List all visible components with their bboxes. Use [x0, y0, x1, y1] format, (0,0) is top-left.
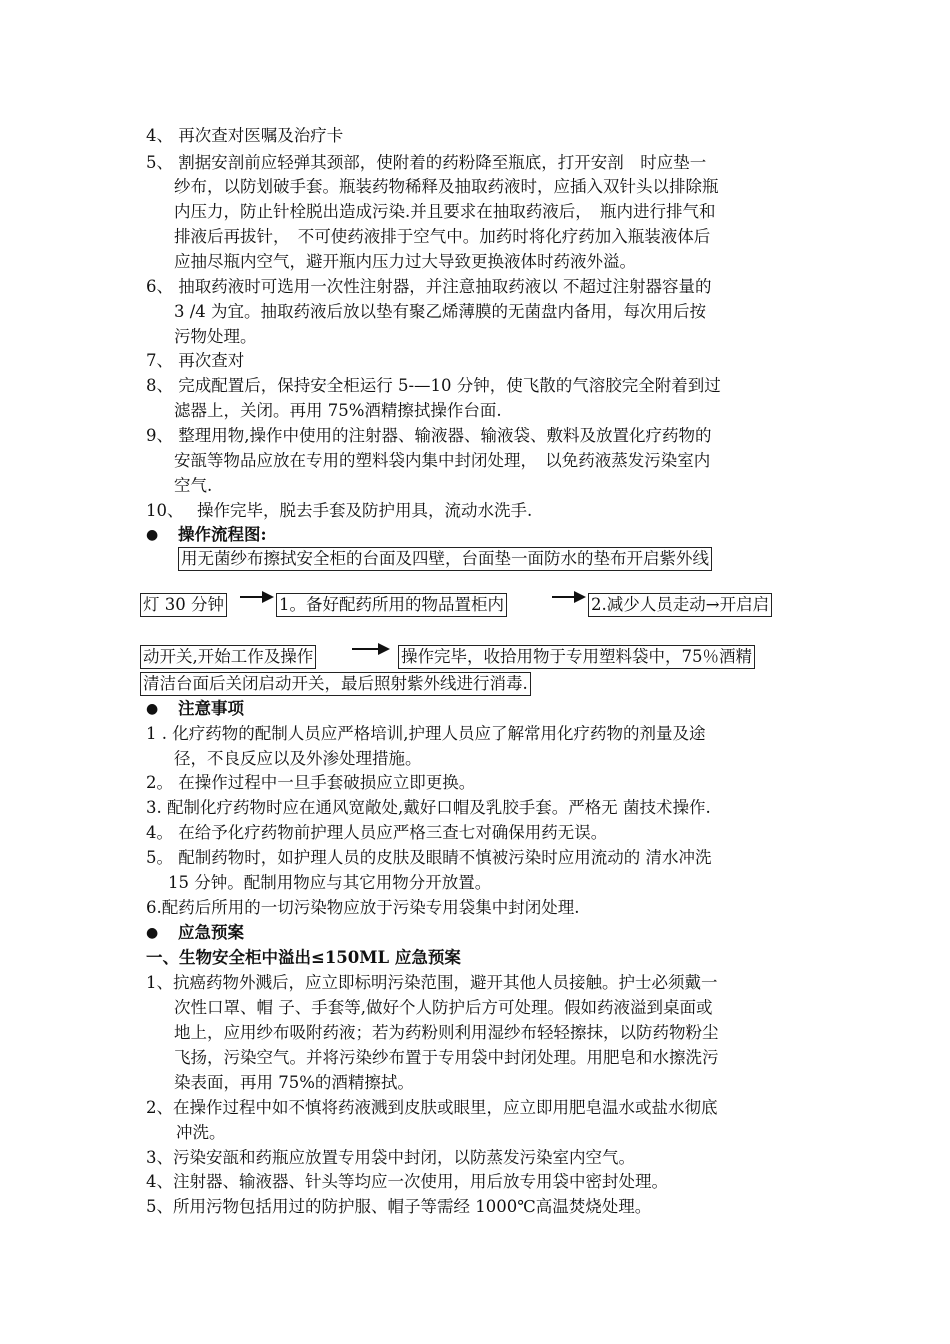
flow-box-2: 灯 30 分钟	[140, 593, 227, 617]
emergency-1-line-5: 染表面，再用 75%的酒精擦拭。	[174, 1073, 414, 1092]
emergency-3: 3、污染安瓿和药瓶应放置专用袋中封闭，以防蒸发污染室内空气。	[146, 1148, 635, 1167]
note-1-line-1: 1 . 化疗药物的配制人员应严格培训,护理人员应了解常用化疗药物的剂量及途	[146, 724, 706, 743]
notes-heading: 注意事项	[178, 699, 244, 718]
flow-box-3: 1。备好配药所用的物品置柜内	[276, 593, 507, 617]
step-5-line-4: 排液后再拔针， 不可使药液排于空气中。加药时将化疗药加入瓶装液体后	[174, 227, 711, 246]
step-8-line-1: 8、 完成配置后，保持安全柜运行 5-—10 分钟，使飞散的气溶胶完全附着到过	[146, 376, 721, 395]
step-9-line-3: 空气.	[174, 476, 213, 495]
note-5-line-1: 5。 配制药物时，如护理人员的皮肤及眼睛不慎被污染时应用流动的 清水冲洗	[146, 848, 712, 867]
flow-arrow-icon	[240, 596, 272, 598]
note-5-line-2: 15 分钟。配制用物应与其它用物分开放置。	[168, 873, 492, 892]
flow-box-4: 2.减少人员走动→开启启	[588, 593, 772, 617]
emergency-heading: 应急预案	[178, 923, 244, 942]
step-7: 7、 再次查对	[146, 351, 245, 370]
step-6-line-1: 6、 抽取药液时可选用一次性注射器，并注意抽取药液以 不超过注射器容量的	[146, 277, 712, 296]
step-5-line-2: 纱布，以防划破手套。瓶装药物稀释及抽取药液时，应插入双针头以排除瓶	[174, 177, 719, 196]
step-5-line-1: 5、 割据安剖前应轻弹其颈部，使附着的药粉降至瓶底，打开安剖 时应垫一	[146, 153, 707, 172]
step-5-line-5: 应抽尽瓶内空气，避开瓶内压力过大导致更换液体时药液外溢。	[174, 252, 636, 271]
step-4: 4、 再次查对医嘱及治疗卡	[146, 126, 344, 145]
step-9-line-1: 9、 整理用物,操作中使用的注射器、输液器、输液袋、敷料及放置化疗药物的	[146, 426, 712, 445]
emergency-1-line-2: 次性口罩、帽 子、手套等,做好个人防护后方可处理。假如药液溢到桌面或	[174, 998, 713, 1017]
flow-box-7: 清洁台面后关闭启动开关，最后照射紫外线进行消毒.	[140, 672, 531, 696]
note-6: 6.配药后所用的一切污染物应放于污染专用袋集中封闭处理.	[146, 898, 580, 917]
flow-heading: 操作流程图:	[178, 525, 267, 544]
bullet-icon: ●	[146, 925, 159, 941]
step-10: 10、 操作完毕，脱去手套及防护用具，流动水洗手.	[146, 501, 533, 520]
step-9-line-2: 安瓿等物品应放在专用的塑料袋内集中封闭处理， 以免药液蒸发污染室内	[174, 451, 711, 470]
emergency-5: 5、所用污物包括用过的防护服、帽子等需经 1000℃高温焚烧处理。	[146, 1197, 652, 1216]
flow-box-1: 用无菌纱布擦拭安全柜的台面及四壁，台面垫一面防水的垫布开启紫外线	[178, 547, 712, 571]
bullet-icon: ●	[146, 527, 159, 543]
step-8-line-2: 滤器上，关闭。再用 75%酒精擦拭操作台面.	[174, 401, 502, 420]
flow-box-5: 动开关,开始工作及操作	[140, 645, 316, 669]
emergency-1-line-3: 地上，应用纱布吸附药液；若为药粉则利用湿纱布轻轻擦抹，以防药物粉尘	[174, 1023, 719, 1042]
note-3: 3. 配制化疗药物时应在通风宽敞处,戴好口帽及乳胶手套。严格无 菌技术操作.	[146, 798, 711, 817]
note-1-line-2: 径，不良反应以及外渗处理措施。	[174, 749, 422, 768]
step-6-line-2: 3 /4 为宜。抽取药液后放以垫有聚乙烯薄膜的无菌盘内备用，每次用后按	[174, 302, 707, 321]
flow-box-6: 操作完毕，收拾用物于专用塑料袋中，75％酒精	[398, 645, 755, 669]
emergency-2-line-2: 冲洗。	[176, 1123, 226, 1142]
emergency-subheading: 一、生物安全柜中溢出≤150ML 应急预案	[146, 948, 461, 967]
emergency-4: 4、注射器、输液器、针头等均应一次使用，用后放专用袋中密封处理。	[146, 1172, 668, 1191]
bullet-icon: ●	[146, 701, 159, 717]
note-4: 4。 在给予化疗药物前护理人员应严格三查七对确保用药无误。	[146, 823, 608, 842]
flow-arrow-icon	[552, 596, 584, 598]
flow-arrow-icon	[352, 648, 388, 650]
step-5-line-3: 内压力，防止针栓脱出造成污染.并且要求在抽取药液后， 瓶内进行排气和	[174, 202, 716, 221]
step-6-line-3: 污物处理。	[174, 327, 257, 346]
note-2: 2。 在操作过程中一旦手套破损应立即更换。	[146, 773, 476, 792]
emergency-1-line-1: 1、抗癌药物外溅后，应立即标明污染范围，避开其他人员接触。护士必须戴一	[146, 973, 718, 992]
emergency-1-line-4: 飞扬，污染空气。并将污染纱布置于专用袋中封闭处理。用肥皂和水擦洗污	[174, 1048, 719, 1067]
emergency-2-line-1: 2、在操作过程中如不慎将药液溅到皮肤或眼里，应立即用肥皂温水或盐水彻底	[146, 1098, 718, 1117]
